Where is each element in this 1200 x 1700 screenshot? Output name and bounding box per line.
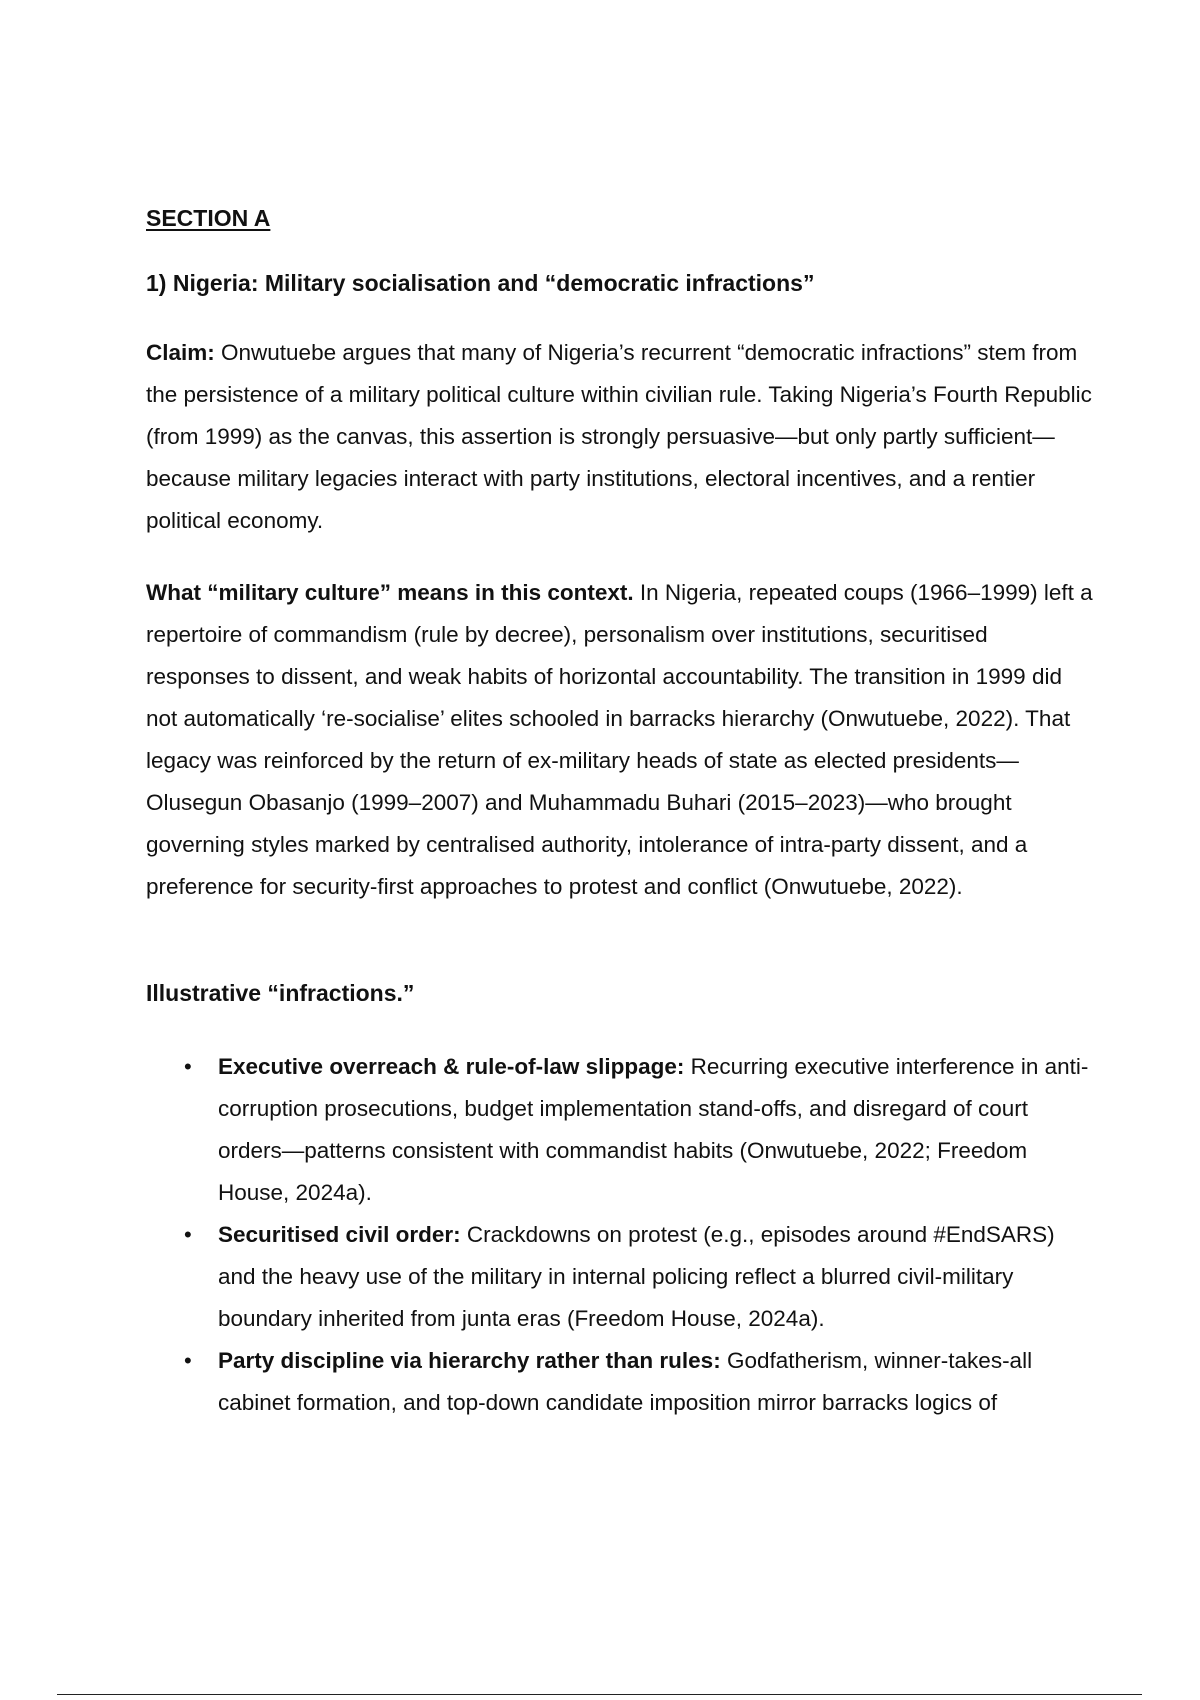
bullet-icon: • xyxy=(184,1348,192,1373)
list-item xyxy=(146,1214,1096,1340)
list-item xyxy=(146,1340,1096,1424)
list-item-label: Securitised civil order: xyxy=(218,1222,461,1247)
list-item-text: Recurring executive interference in anti-corruption prosecutions, budget implementation stand-offs, and disregard of court orders—patterns consistent with commandist habits (Onwutuebe, 2022; Freedom House, 2024a). xyxy=(218,1054,1089,1205)
list-item-label: Executive overreach & rule-of-law slippage: xyxy=(218,1054,685,1079)
page-footer-rule xyxy=(57,1694,1142,1695)
claim-label: Claim: xyxy=(146,340,215,365)
claim-paragraph xyxy=(146,332,1096,542)
list-item-label: Party discipline via hierarchy rather than rules: xyxy=(218,1348,721,1373)
list-item-body xyxy=(218,1214,1096,1340)
list-item xyxy=(146,1046,1096,1214)
bullet-icon: • xyxy=(184,1222,192,1247)
section-heading: SECTION A xyxy=(146,205,271,231)
bullet-icon: • xyxy=(184,1054,192,1079)
list-item-body xyxy=(218,1340,1096,1424)
list-item-text: Crackdowns on protest (e.g., episodes around #EndSARS) and the heavy use of the military in internal policing reflect a blurred civil-military boundary inherited from junta eras (Freedom House, 2024a). xyxy=(218,1222,1055,1331)
military-culture-paragraph xyxy=(146,572,1096,908)
claim-text: Onwutuebe argues that many of Nigeria’s recurrent “democratic infractions” stem from the persistence of a military political culture within civilian rule. Taking Nigeria’s Fourth Republic (from 1999) as the canvas, this assertion is strongly persuasive—but only partly sufficient—because military legacies interact with party institutions, electoral incentives, and a rentier political economy. xyxy=(146,340,1092,533)
infractions-list xyxy=(146,1046,1096,1424)
list-item-body xyxy=(218,1046,1096,1214)
military-culture-text: In Nigeria, repeated coups (1966–1999) left a repertoire of commandism (rule by decree), personalism over institutions, securitised responses to dissent, and weak habits of horizontal accountability. The transition in 1999 did not automatically ‘re-socialise’ elites schooled in barracks hierarchy (Onwutuebe, 2022). That legacy was reinforced by the return of ex-military heads of state as elected presidents—Olusegun Obasanjo (1999–2007) and Muhammadu Buhari (2015–2023)—who brought governing styles marked by centralised authority, intolerance of intra-party dissent, and a preference for security-first approaches to protest and conflict (Onwutuebe, 2022). xyxy=(146,580,1093,899)
military-culture-label: What “military culture” means in this context. xyxy=(146,580,634,605)
list-item-text: Godfatherism, winner-takes-all cabinet formation, and top-down candidate imposition mirror barracks logics of xyxy=(218,1348,1033,1415)
question-heading: 1) Nigeria: Military socialisation and “democratic infractions” xyxy=(146,270,815,296)
infractions-heading: Illustrative “infractions.” xyxy=(146,980,415,1006)
